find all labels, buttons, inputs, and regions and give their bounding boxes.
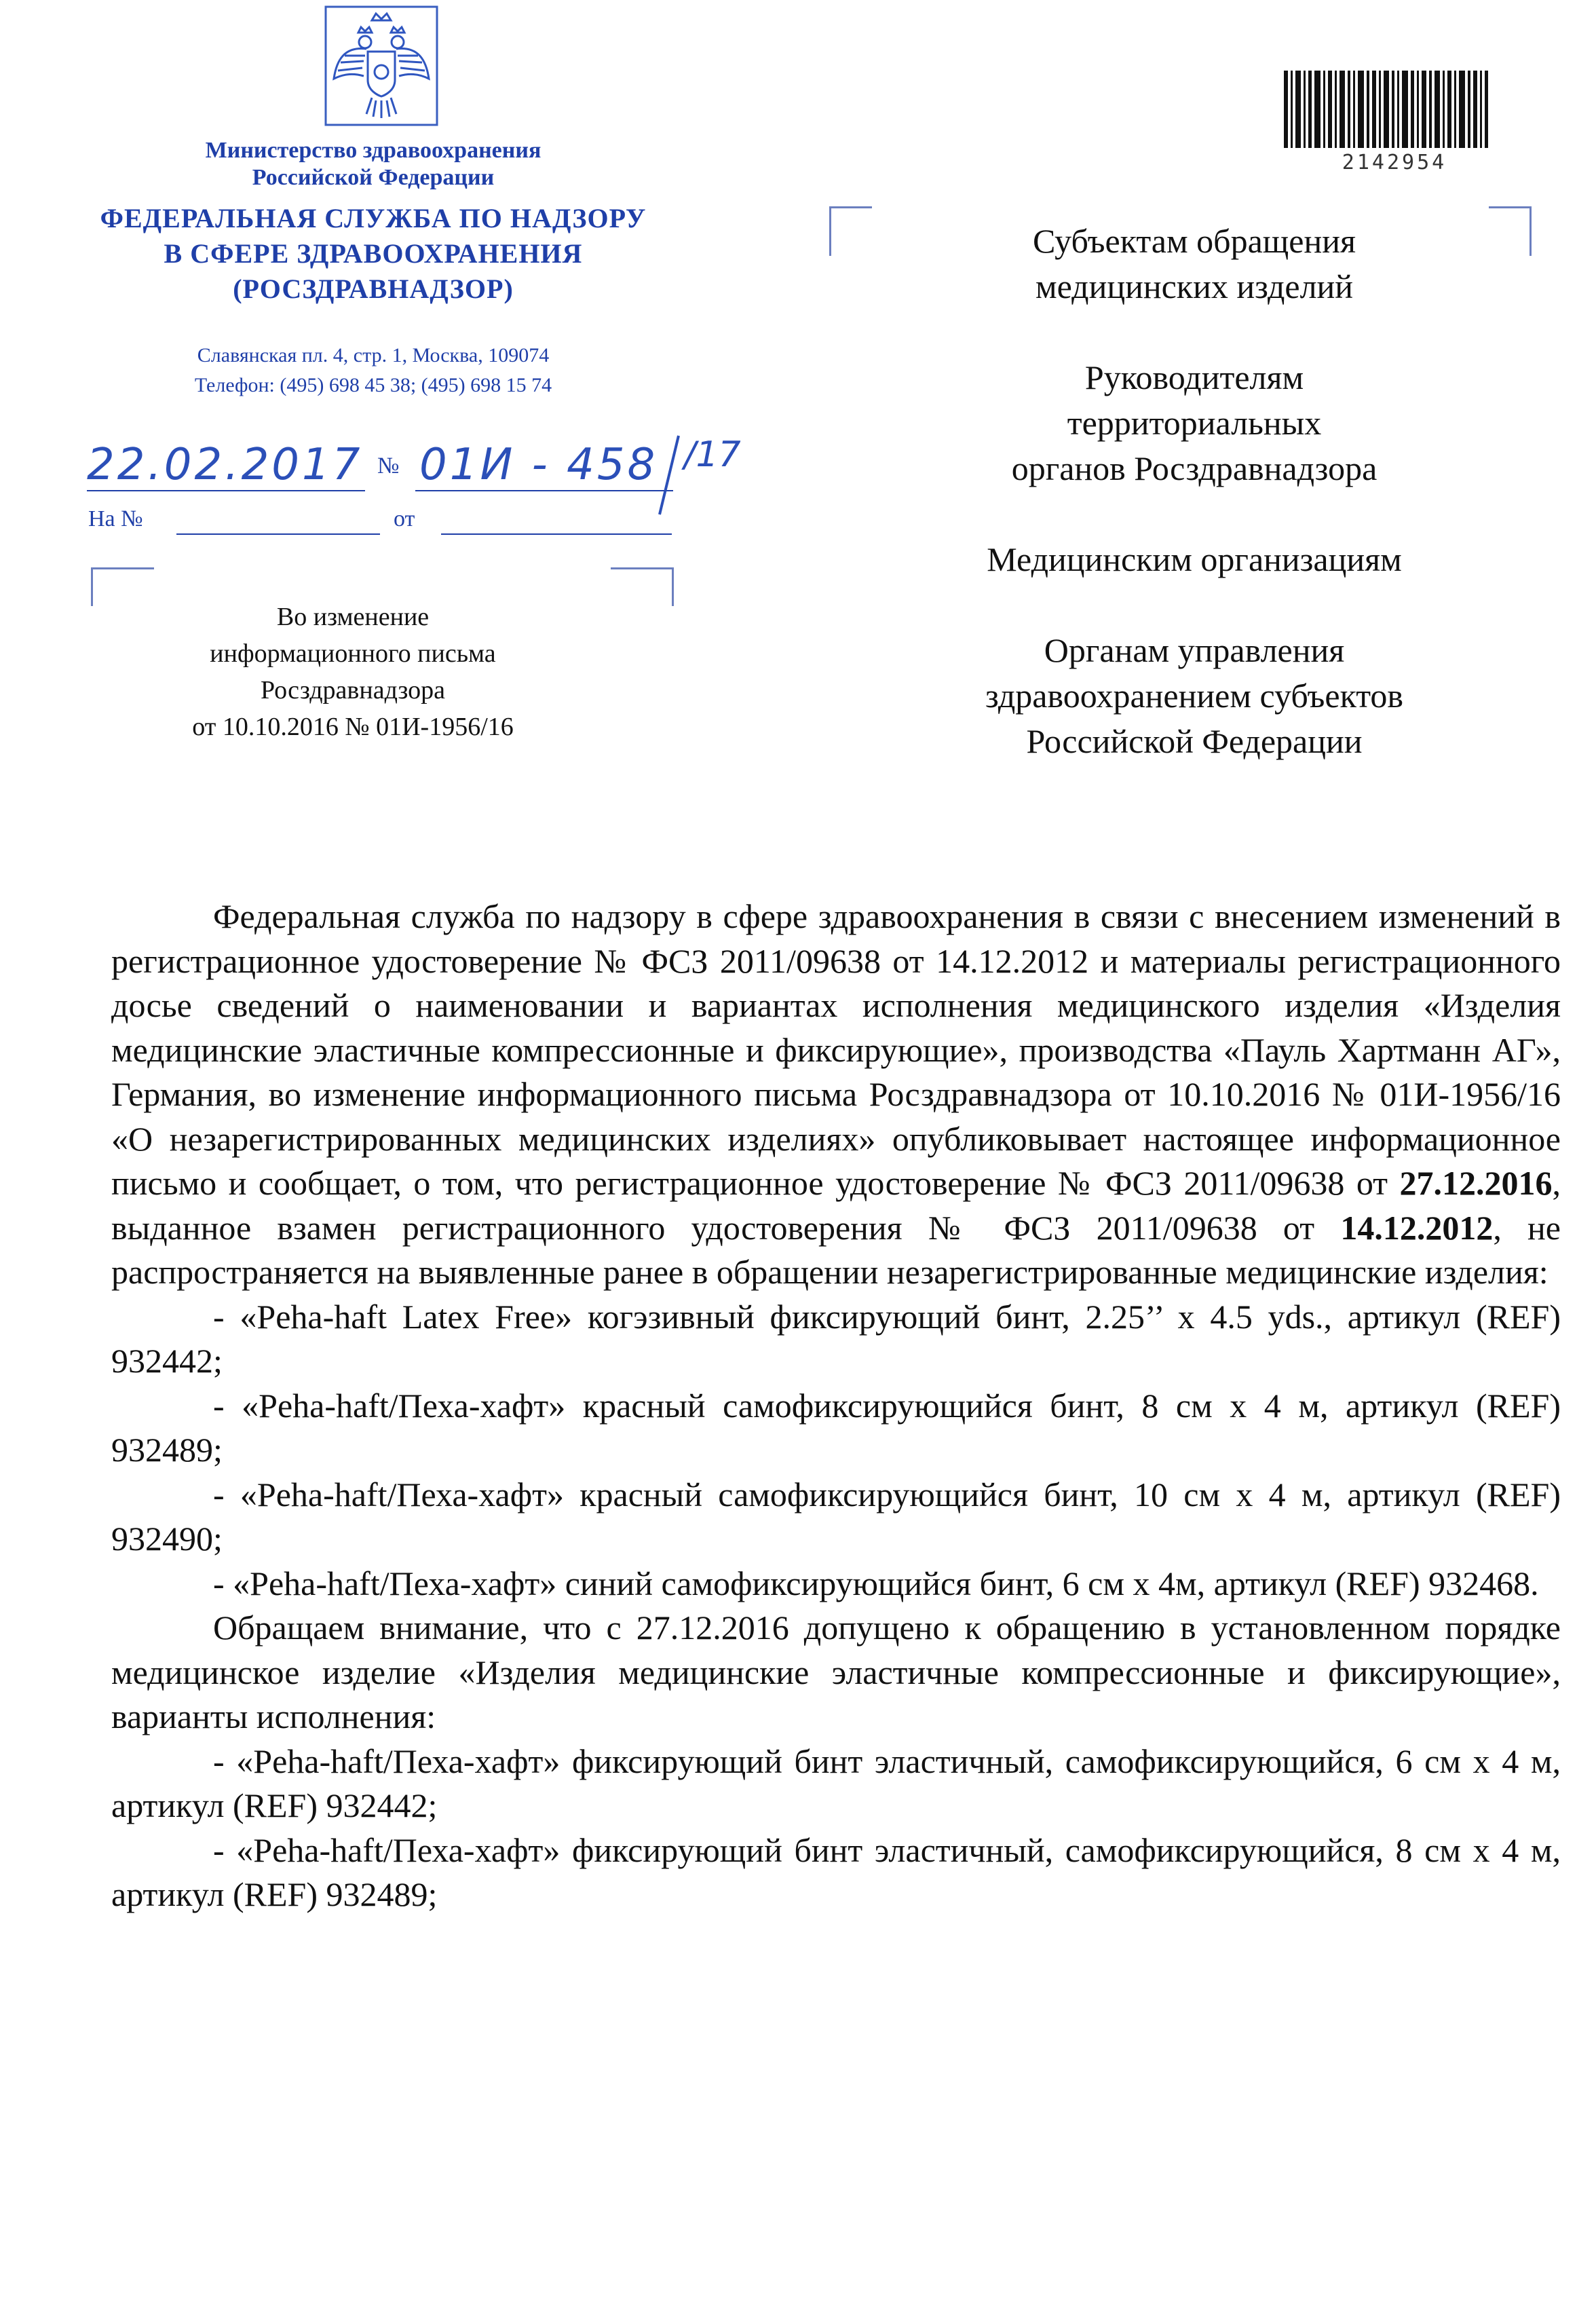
barcode-number: 2142954 bbox=[1342, 151, 1447, 174]
addressee-2 bbox=[902, 355, 1486, 491]
letter-subject bbox=[122, 599, 584, 745]
handwritten-number: 01И - 458 bbox=[419, 440, 658, 490]
bold-date: 14.12.2012 bbox=[1340, 1208, 1494, 1247]
list-item: - «Peha-haft/Пеха-хафт» красный самофиксирующийся бинт, 8 см х 4 м, артикул (REF) 932489; bbox=[111, 1386, 1561, 1469]
bold-date: 27.12.2016 bbox=[1399, 1164, 1553, 1202]
list-item: - «Peha-haft/Пеха-хафт» синий самофиксирующийся бинт, 6 см х 4м, артикул (REF) 932468. bbox=[213, 1564, 1539, 1602]
subject-line-4: от 10.10.2016 № 01И-1956/16 bbox=[192, 713, 514, 741]
subject-line-1: Во изменение bbox=[276, 603, 430, 631]
list-item: - «Peha-haft/Пеха-хафт» фиксирующий бинт эластичный, самофиксирующийся, 8 см х 4 м, артикул (REF) 932489; bbox=[111, 1830, 1561, 1913]
handwritten-date: 22.02.2017 bbox=[87, 440, 363, 490]
reference-row bbox=[88, 506, 685, 540]
addressee-4 bbox=[902, 628, 1486, 764]
body-text: , выданное взамен регистрационного удостоверения № ФСЗ 2011/09638 от bbox=[111, 1164, 1561, 1247]
addressee-line: Органам управления bbox=[1044, 631, 1345, 669]
addressee-line: Руководителям bbox=[1084, 358, 1304, 396]
service-address bbox=[68, 341, 679, 400]
addressee-line: территориальных bbox=[1067, 404, 1322, 442]
number-underline bbox=[415, 490, 673, 491]
body-text: Федеральная служба по надзору в сфере здравоохранения в связи с внесением изменений в регистрационное удостоверение № ФСЗ 2011/09638 от 14.12.2012 и материалы регистрационного досье сведений о наименовании и вариантах исполнения медицинского изделия «Изделия медицинские эластичные компрессионные и фиксирующие», производства «Пауль Хартманн АГ», Германия, во изменение информационного письма Росздравнадзора от 10.10.2016 № 01И-1956/16 «О незарегистрированных медицинских изделиях» опубликовывает настоящее информационное письмо и сообщает, о том, что регистрационное удостоверение № ФСЗ 2011/09638 от bbox=[111, 897, 1561, 1202]
service-line-3: (РОСЗДРАВНАДЗОР) bbox=[233, 274, 514, 304]
reference-number-line bbox=[176, 533, 380, 535]
date-underline bbox=[87, 490, 365, 491]
reference-from-line bbox=[441, 533, 672, 535]
body-paragraph-2: Обращаем внимание, что с 27.12.2016 допущено к обращению в установленном порядке медицинское изделие «Изделия медицинские эластичные компрессионные и фиксирующие», варианты исполнения: bbox=[111, 1609, 1561, 1735]
addressee-corner-left bbox=[829, 206, 872, 256]
service-line-2: В СФЕРЕ ЗДРАВООХРАНЕНИЯ bbox=[164, 238, 583, 269]
addressee-line: Медицинским организациям bbox=[987, 540, 1402, 578]
address-line-1: Славянская пл. 4, стр. 1, Москва, 109074 bbox=[197, 344, 550, 366]
ministry-line-2: Российской Федерации bbox=[252, 165, 495, 190]
ministry-line-1: Министерство здравоохранения bbox=[205, 138, 542, 163]
barcode bbox=[1280, 68, 1492, 151]
handwritten-year: /17 bbox=[684, 434, 741, 475]
addressee-line: Субъектам обращения bbox=[1033, 222, 1356, 260]
ministry-name bbox=[68, 137, 679, 191]
list-item: - «Peha-haft Latex Free» когэзивный фиксирующий бинт, 2.25’’ х 4.5 yds., артикул (REF) 932442; bbox=[111, 1297, 1561, 1380]
addressee-block bbox=[902, 219, 1486, 764]
body-text: , не распространяется на выявленные ранее в обращении незарегистрированные медицинские изделия: bbox=[111, 1208, 1561, 1291]
subject-corner-right bbox=[611, 567, 674, 606]
addressee-line: медицинских изделий bbox=[1035, 267, 1354, 305]
service-name bbox=[68, 201, 679, 307]
addressee-line: органов Росздравнадзора bbox=[1011, 449, 1378, 487]
slash-stroke bbox=[656, 434, 683, 516]
reference-from-label: от bbox=[394, 506, 415, 531]
list-item: - «Peha-haft/Пеха-хафт» красный самофиксирующийся бинт, 10 см х 4 м, артикул (REF) 932490; bbox=[111, 1475, 1561, 1558]
addressee-line: здравоохранением субъектов bbox=[985, 677, 1404, 715]
coat-of-arms-emblem bbox=[324, 5, 438, 126]
body-paragraph-1 bbox=[111, 895, 1561, 1295]
letter-body bbox=[111, 895, 1561, 1917]
addressee-corner-right bbox=[1489, 206, 1532, 256]
addressee-line: Российской Федерации bbox=[1026, 722, 1363, 760]
addressee-3 bbox=[902, 537, 1486, 582]
subject-line-2: информационного письма bbox=[210, 639, 496, 668]
service-line-1: ФЕДЕРАЛЬНАЯ СЛУЖБА ПО НАДЗОРУ bbox=[100, 203, 647, 233]
reference-number-label: На № bbox=[88, 506, 143, 531]
list-item: - «Peha-haft/Пеха-хафт» фиксирующий бинт эластичный, самофиксирующийся, 6 см х 4 м, артикул (REF) 932442; bbox=[111, 1742, 1561, 1824]
address-line-2: Телефон: (495) 698 45 38; (495) 698 15 74 bbox=[194, 374, 552, 396]
registration-row bbox=[87, 434, 741, 495]
subject-line-3: Росздравнадзора bbox=[260, 676, 446, 704]
addressee-1 bbox=[902, 219, 1486, 309]
number-sign: № bbox=[377, 453, 400, 478]
